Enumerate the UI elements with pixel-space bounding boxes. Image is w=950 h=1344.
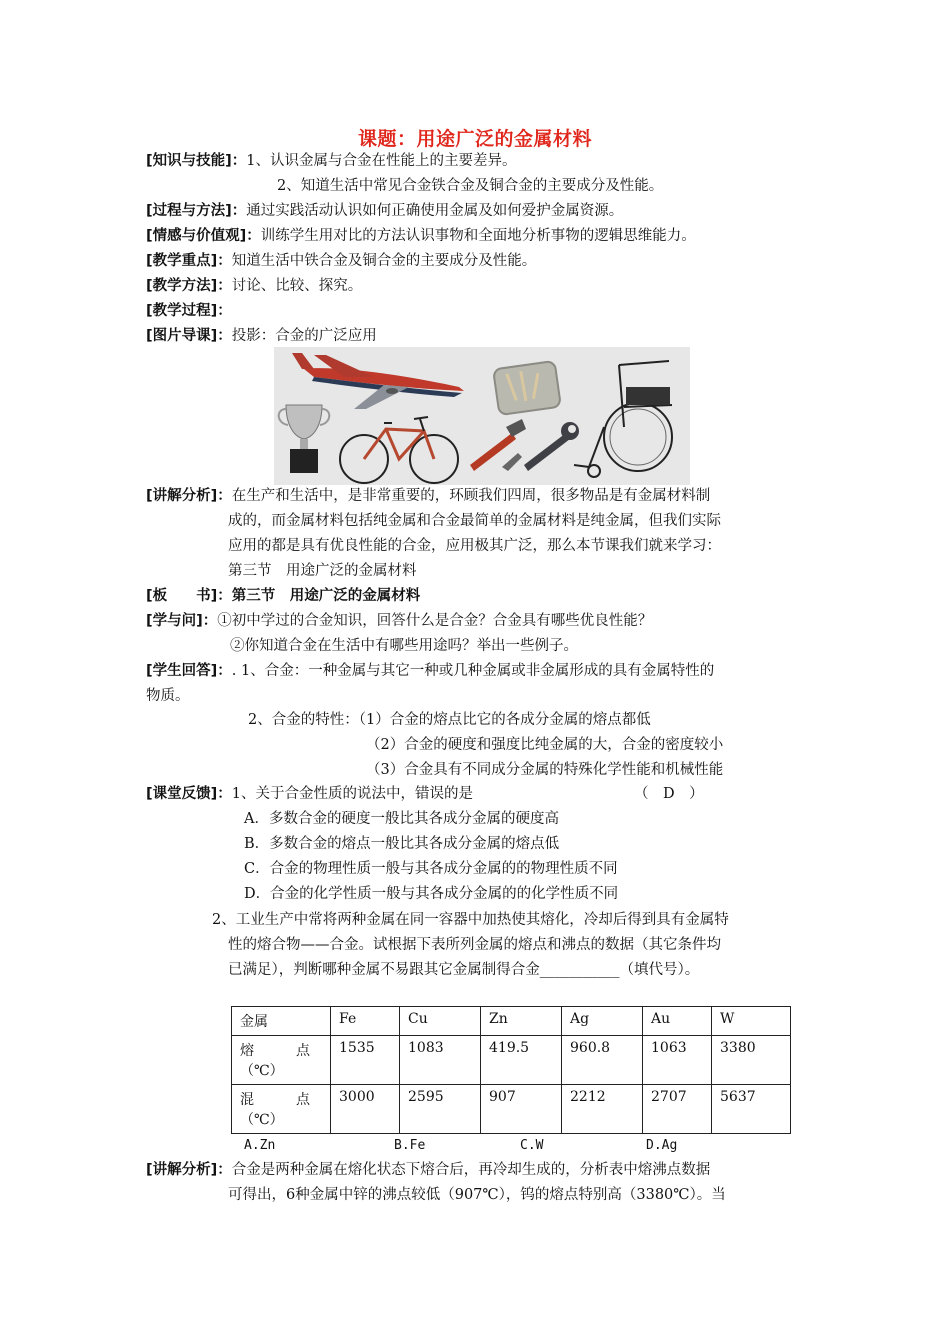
analysis2-text-2: 可得出，6种金属中锌的沸点较低（907℃），钨的熔点特别高（3380℃）。当 (228, 1187, 726, 1203)
process-text: 通过实践活动认识如何正确使用金属及如何爱护金属资源。 (246, 203, 624, 219)
analysis2-text-1: 合金是两种金属在熔化状态下熔合后，再冷却生成的，分析表中熔沸点数据 (231, 1162, 711, 1178)
alloy-applications-figure (274, 347, 690, 485)
answer-property-2: （2）合金的硬度和强度比纯金属的大，合金的密度较小 (366, 737, 724, 753)
option-a: A.Zn (244, 1138, 276, 1153)
board-text: 第三节 用途广泛的金属材料 (231, 588, 421, 604)
analysis1-line-1 (146, 486, 710, 506)
feedback-answer-1: （ D ） (634, 786, 704, 802)
table-cell: 3380 (712, 1036, 791, 1085)
answer-property-3: （3）合金具有不同成分金属的特殊化学性能和机械性能 (366, 762, 724, 778)
knowledge-text-1: 1、认识金属与合金在性能上的主要差异。 (246, 153, 517, 169)
table-header-row (232, 1007, 791, 1036)
trophy-icon (279, 405, 330, 473)
analysis1-text-1: 在生产和生活中，是非常重要的，环顾我们四周，很多物品是有金属材料制 (231, 488, 711, 504)
table-cell: 2707 (643, 1085, 712, 1134)
intro-line (146, 326, 377, 346)
answer-line-1 (146, 661, 714, 681)
knowledge-line-1 (146, 151, 517, 171)
row-label-melting: 熔 点 (240, 1043, 310, 1059)
intro-text: 投影：合金的广泛应用 (231, 328, 377, 344)
answer-options (244, 1138, 677, 1153)
table-cell: 1063 (643, 1036, 712, 1085)
qa-line-1 (146, 611, 652, 631)
process-line (146, 201, 623, 221)
analysis1-text-3: 应用的都是具有优良性能的合金，应用极其广泛，那么本节课我们就来学习： (228, 538, 721, 554)
bicycle-icon (340, 417, 458, 483)
qa-label: [学与问]： (146, 613, 218, 629)
intro-label: [图片导课]： (146, 328, 232, 344)
feedback-option-a: A．多数合金的硬度一般比其各成分金属的硬度高 (244, 811, 559, 827)
focus-text: 知道生活中铁合金及铜合金的主要成分及性能。 (231, 253, 537, 269)
table-cell: 1535 (331, 1036, 400, 1085)
feedback-option-c: C．合金的物理性质一般与其各成分金属的的物理性质不同 (244, 861, 618, 877)
method-line (146, 276, 362, 296)
procedure-label: [教学过程]： (146, 303, 232, 319)
answer-text-1: . 1、合金：一种金属与其它一种或几种金属或非金属形成的具有金属特性的 (231, 663, 715, 679)
feedback-question-1: 1、关于合金性质的说法中，错误的是 (231, 786, 473, 802)
emotion-line (146, 226, 696, 246)
process-label: [过程与方法]： (146, 203, 247, 219)
page-title: 课题：用途广泛的金属材料 (357, 128, 592, 150)
knowledge-text-2: 2、知道生活中常见合金铁合金及铜合金的主要成分及性能。 (277, 178, 664, 194)
feedback-question-2-line-1: 2、工业生产中常将两种金属在同一容器中加热使其熔化，冷却后得到具有金属特 (212, 912, 729, 928)
feedback-question-2-line-2: 性的熔合物——合金。试根据下表所列金属的熔点和沸点的数据（其它条件均 (228, 937, 721, 953)
emotion-text: 训练学生用对比的方法认识事物和全面地分析事物的逻辑思维能力。 (260, 228, 696, 244)
answer-property-intro: 2、合金的特性：（1）合金的熔点比它的各成分金属的熔点都低 (248, 712, 651, 728)
analysis2-label: [讲解分析]： (146, 1162, 232, 1178)
row-label-unit: （℃） (240, 1063, 284, 1079)
table-cell: 2212 (562, 1085, 643, 1134)
focus-label: [教学重点]： (146, 253, 232, 269)
table-row-label (232, 1036, 331, 1085)
emotion-label: [情感与价值观]： (146, 228, 261, 244)
table-cell: Cu (400, 1007, 481, 1036)
table-cell: 5637 (712, 1085, 791, 1134)
procedure-line (146, 301, 232, 321)
analysis1-text-4: 第三节 用途广泛的金属材料 (228, 563, 417, 579)
answer-text-2: 物质。 (146, 688, 190, 704)
table-cell: Fe (331, 1007, 400, 1036)
feedback-question-2-line-3: 已满足），判断哪种金属不易跟其它金属制得合金___________（填代号）。 (228, 962, 700, 978)
wrench-icon (470, 419, 526, 471)
answer-label: [学生回答]： (146, 663, 232, 679)
qa-question-1: ①初中学过的合金知识，回答什么是合金？合金具有哪些优良性能？ (217, 613, 653, 629)
feedback-line-1 (146, 784, 473, 804)
table-cell: 419.5 (481, 1036, 562, 1085)
feedback-option-d: D．合金的化学性质一般与其各成分金属的的化学性质不同 (244, 886, 619, 902)
table-row (232, 1036, 791, 1085)
table-cell: 3000 (331, 1085, 400, 1134)
table-cell: Zn (481, 1007, 562, 1036)
table-cell: 1083 (400, 1036, 481, 1085)
table-row-label (232, 1085, 331, 1134)
wheelchair-icon (574, 361, 672, 477)
row-label-unit: （℃） (240, 1112, 284, 1128)
board-line (146, 586, 420, 606)
airplane-icon (292, 353, 464, 409)
qa-question-2: ②你知道合金在生活中有哪些用途吗？举出一些例子。 (230, 638, 578, 654)
table-cell: 2595 (400, 1085, 481, 1134)
row-label-boiling: 混 点 (240, 1092, 310, 1108)
table-row (232, 1085, 791, 1134)
board-label: [板 书]： (146, 588, 232, 604)
table-cell: 金属 (232, 1007, 331, 1036)
metal-properties-table (231, 1006, 791, 1134)
method-text: 讨论、比较、探究。 (231, 278, 363, 294)
surgical-tools-icon (493, 361, 561, 415)
table-cell: Ag (562, 1007, 643, 1036)
option-d: D.Ag (646, 1138, 678, 1153)
feedback-option-b: B．多数合金的熔点一般比其各成分金属的熔点低 (244, 836, 560, 852)
table-cell: 907 (481, 1085, 562, 1134)
analysis1-label: [讲解分析]： (146, 488, 232, 504)
table-cell: 960.8 (562, 1036, 643, 1085)
table-cell: W (712, 1007, 791, 1036)
knowledge-label: [知识与技能]： (146, 153, 247, 169)
analysis2-line-1 (146, 1160, 710, 1180)
table-cell: Au (643, 1007, 712, 1036)
method-label: [教学方法]： (146, 278, 232, 294)
analysis1-text-2: 成的，而金属材料包括纯金属和合金最简单的金属材料是纯金属，但我们实际 (228, 513, 721, 529)
option-c: C.W (520, 1138, 544, 1153)
feedback-label: [课堂反馈]： (146, 786, 232, 802)
option-b: B.Fe (394, 1138, 426, 1153)
focus-line (146, 251, 536, 271)
